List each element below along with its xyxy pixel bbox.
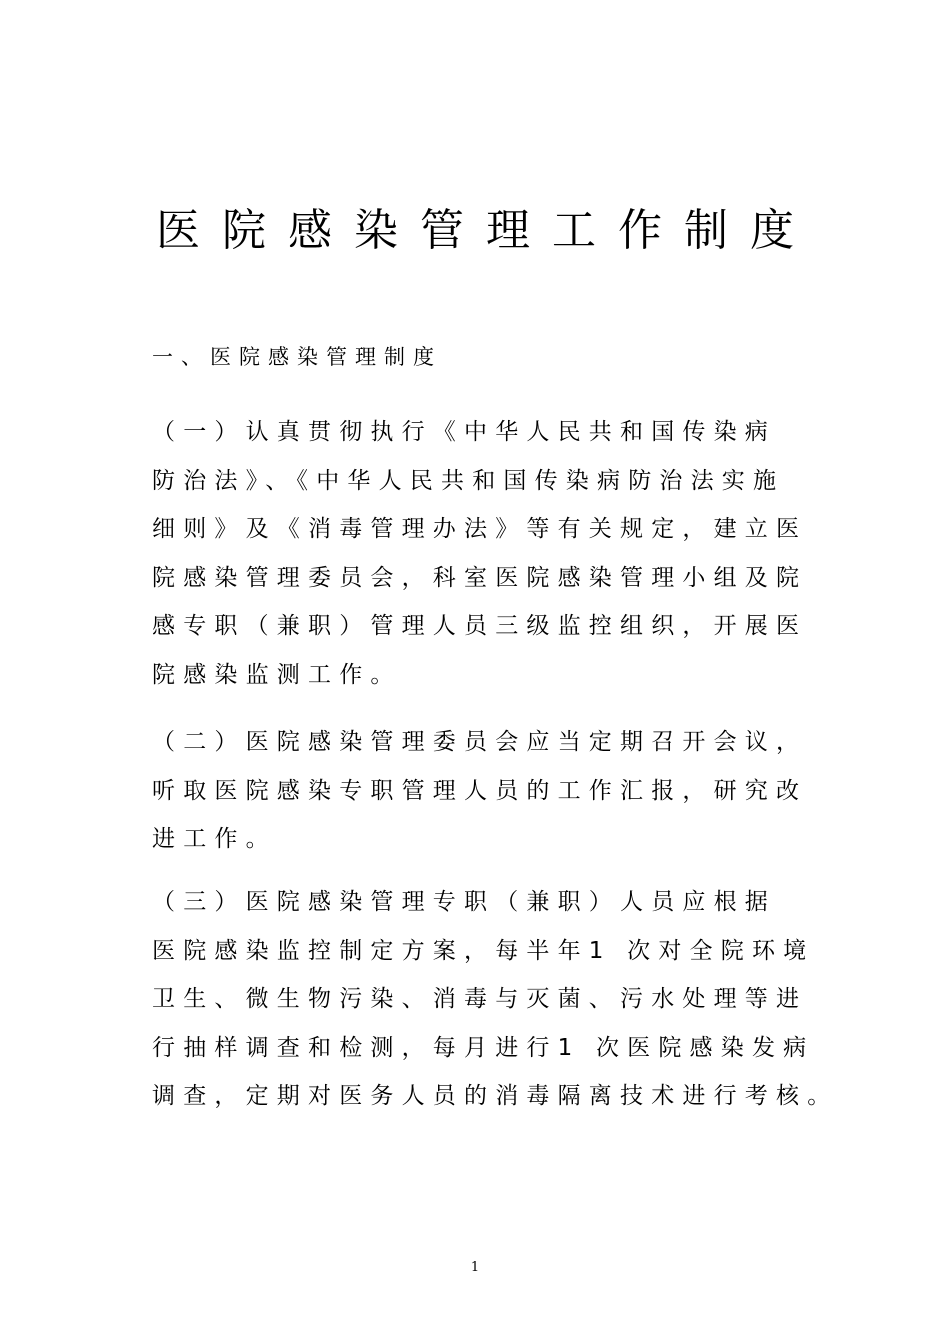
paragraph-3 xyxy=(152,878,838,1121)
paragraph-line: 调查，定期对医务人员的消毒隔离技术进行考核。 xyxy=(152,1083,839,1109)
paragraph-line: 院感染监测工作。 xyxy=(152,661,402,688)
paragraph-2 xyxy=(152,718,807,864)
paragraph-line: 行抽样调查和检测，每月进行1 次医院感染发病 xyxy=(152,1034,815,1061)
paragraph-line: 防治法》、《中华人民共和国传染病防治法实施 xyxy=(152,467,785,494)
paragraph-line: 感专职（兼职）管理人员三级监控组织，开展医 xyxy=(152,613,808,639)
paragraph-line: （二）医院感染管理委员会应当定期召开会议， xyxy=(152,729,808,755)
page-number: 1 xyxy=(470,1260,480,1275)
paragraph-line: 卫生、微生物污染、消毒与灭菌、污水处理等进 xyxy=(152,986,808,1012)
paragraph-line: （一）认真贯彻执行《中华人民共和国传染病 xyxy=(152,419,776,445)
paragraph-line: 医院感染监控制定方案，每半年1 次对全院环境 xyxy=(152,937,815,964)
paragraph-line: 进工作。 xyxy=(152,826,277,852)
paragraph-line: 听取医院感染专职管理人员的工作汇报，研究改 xyxy=(152,777,808,804)
paragraph-line: 院感染管理委员会，科室医院感染管理小组及院 xyxy=(152,564,808,591)
paragraph-line: （三）医院感染管理专职（兼职）人员应根据 xyxy=(152,889,776,915)
paragraph-1 xyxy=(152,408,807,699)
section-heading: 一、医院感染管理制度 xyxy=(152,345,442,369)
document-title: 医院感染管理工作制度 xyxy=(156,205,816,256)
paragraph-line: 细则》及《消毒管理办法》等有关规定，建立医 xyxy=(152,516,808,542)
